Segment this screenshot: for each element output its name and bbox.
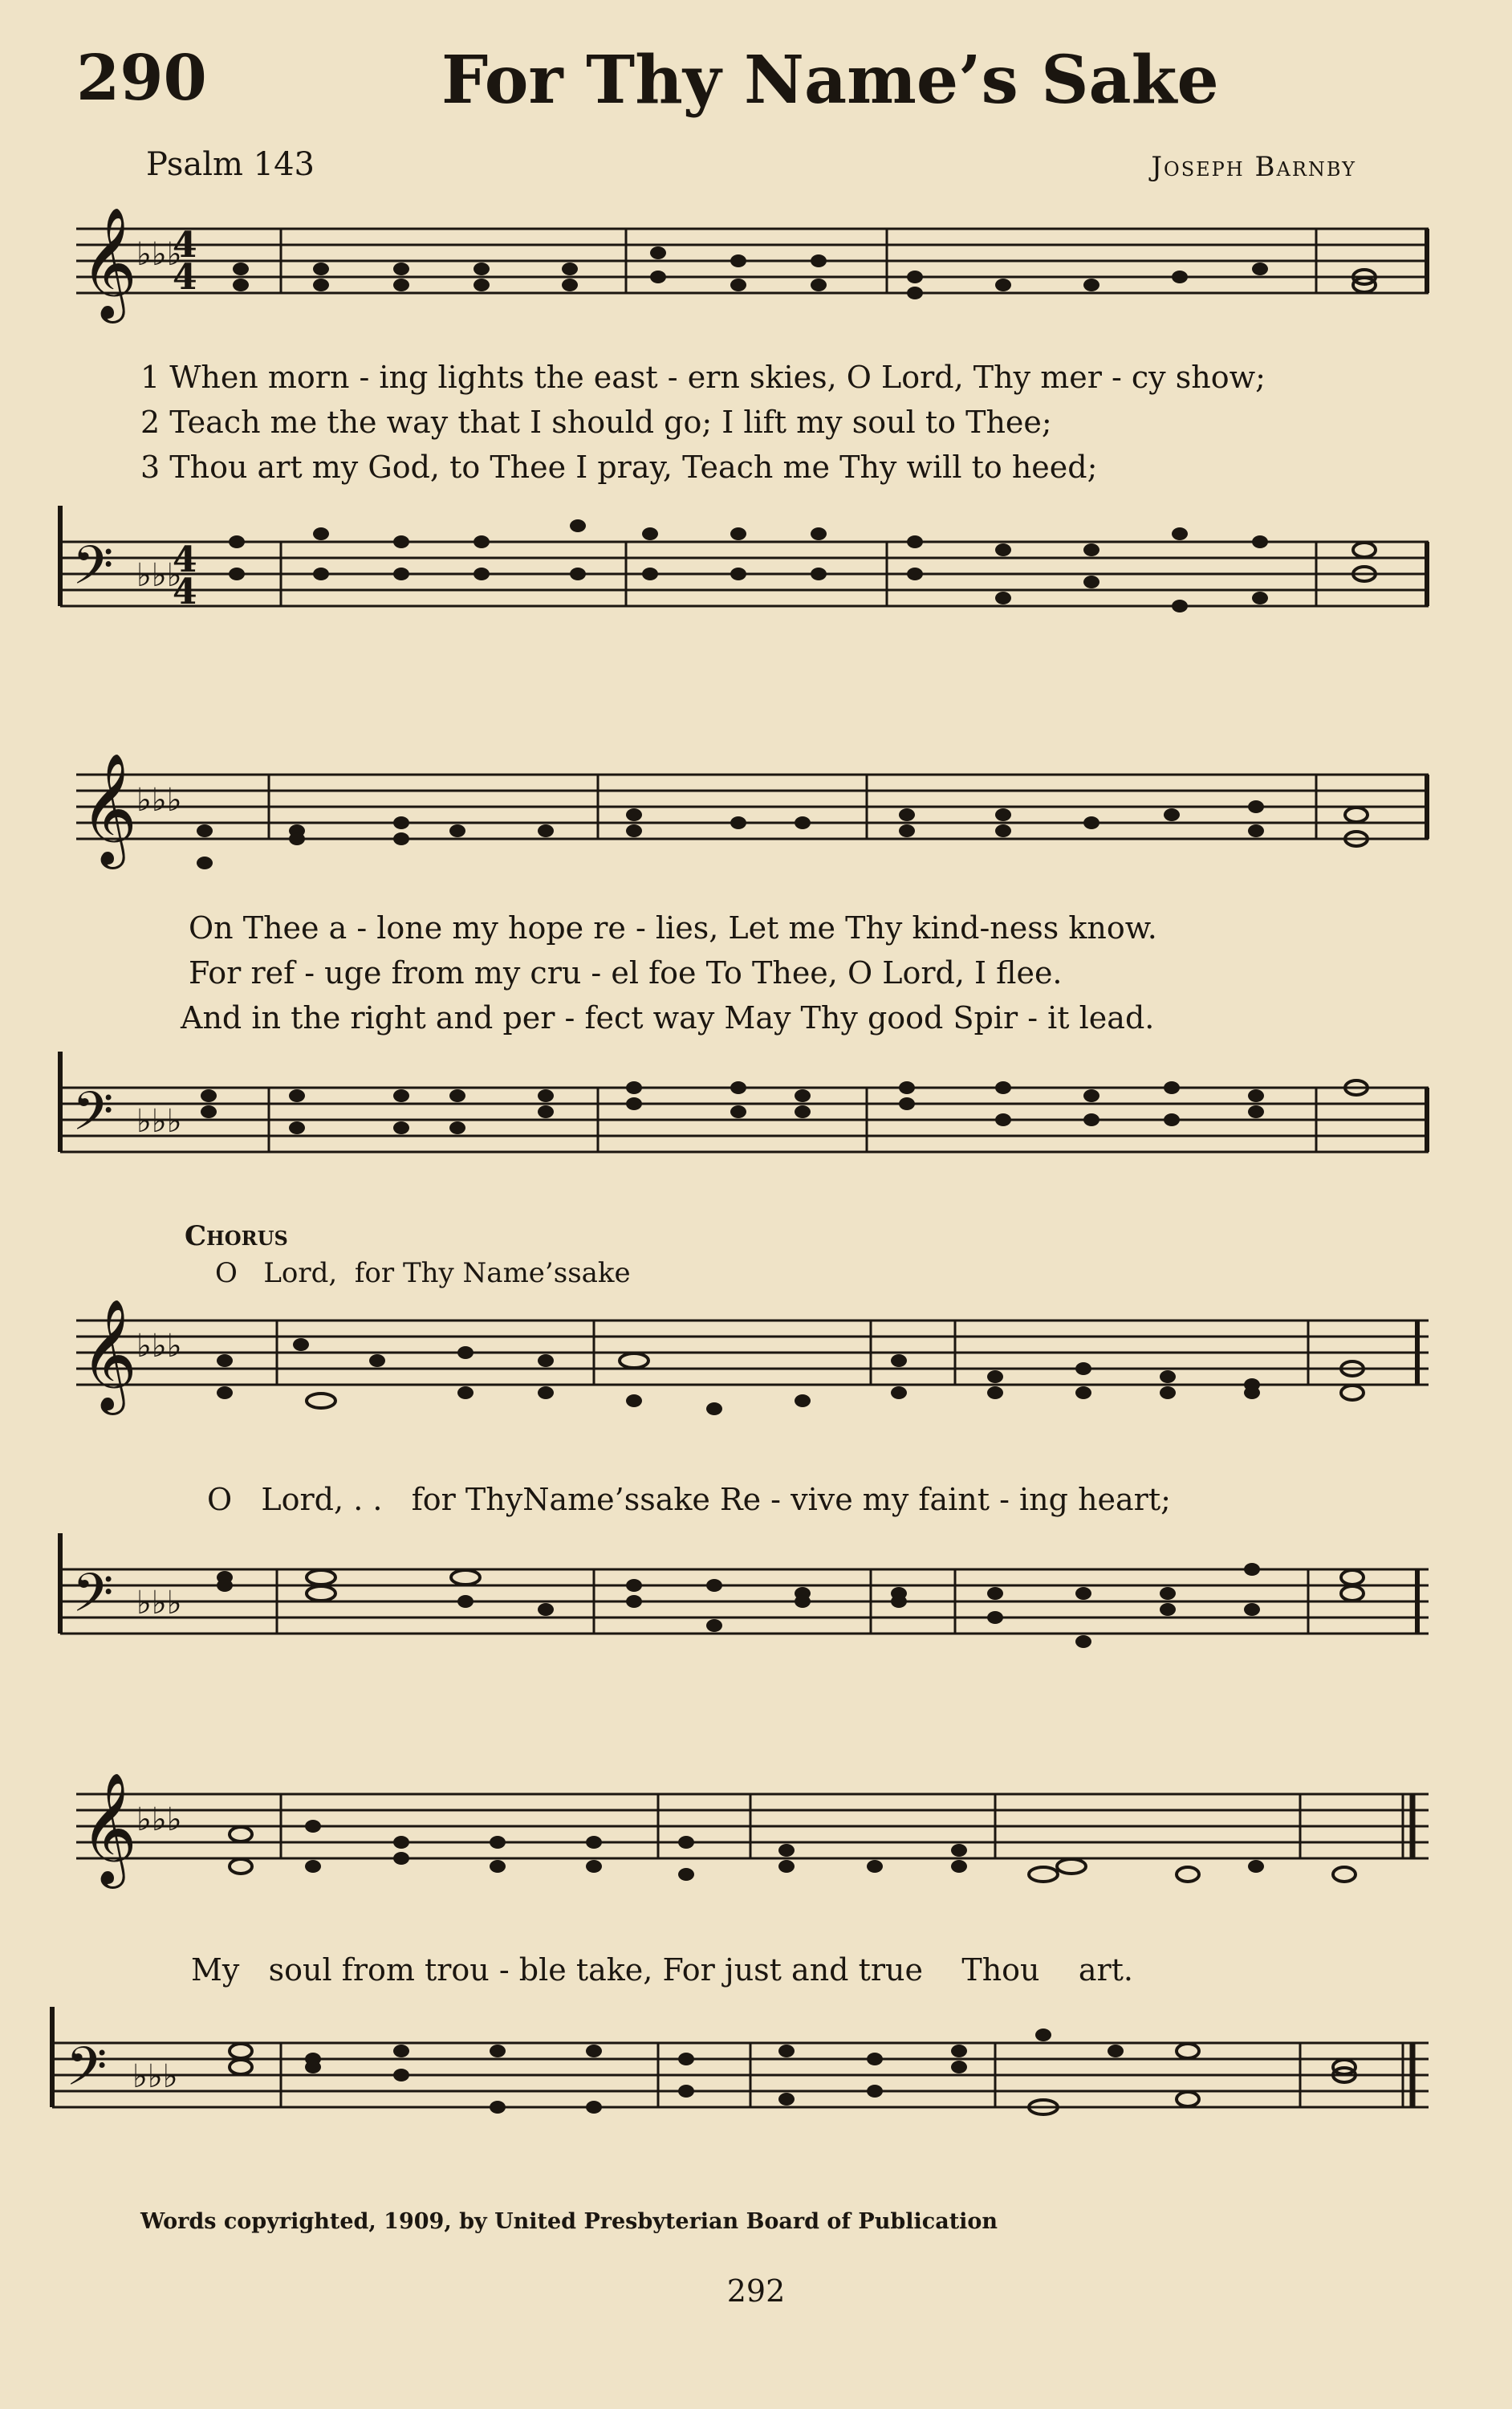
svg-text:𝄞: 𝄞 [80, 209, 137, 319]
system-4-treble-staff [0, 1774, 1512, 1911]
svg-text:♭♭♭: ♭♭♭ [136, 1328, 182, 1365]
svg-text:♭♭♭: ♭♭♭ [136, 1585, 182, 1622]
final-line: My soul from trou - ble take, For just and true Thou art. [191, 1952, 1134, 1988]
svg-text:4: 4 [173, 225, 197, 266]
system-4-bass-staff [0, 2007, 1512, 2167]
system-3-treble-staff [0, 1300, 1512, 1437]
chorus-label: Chorus [185, 1220, 288, 1252]
verse-1-line-1: 1 When morn - ing lights the east - ern skies, O Lord, Thy mer - cy show; [140, 360, 1266, 395]
system-1-bass-staff [0, 506, 1512, 666]
verse-3-line-2: And in the right and per - fect way May Thy good Spir - it lead. [181, 1000, 1155, 1036]
system-1-treble-staff [0, 209, 1512, 337]
verse-2-line-1: 2 Teach me the way that I should go; I lift my soul to Thee; [140, 405, 1052, 440]
chorus-upper-lyric: O Lord, for Thy Name’ssake [215, 1257, 631, 1289]
system-2-bass-staff [0, 1052, 1512, 1196]
svg-text:♭♭♭: ♭♭♭ [136, 1103, 182, 1140]
composer: Joseph Barnby [1151, 151, 1356, 183]
system-3-bass-staff [0, 1533, 1512, 1678]
svg-text:𝄞: 𝄞 [80, 1774, 137, 1884]
svg-text:𝄢: 𝄢 [72, 1562, 114, 1637]
system-2-treble-staff [0, 755, 1512, 883]
svg-text:4: 4 [173, 539, 197, 580]
svg-text:𝄢: 𝄢 [72, 1080, 114, 1155]
svg-text:♭♭♭: ♭♭♭ [136, 557, 182, 594]
page-number: 292 [726, 2273, 786, 2309]
svg-text:𝄞: 𝄞 [80, 1300, 137, 1410]
svg-text:4: 4 [173, 572, 197, 612]
hymn-title: For Thy Name’s Sake [441, 42, 1219, 119]
svg-text:♭♭♭: ♭♭♭ [136, 1801, 182, 1838]
svg-text:4: 4 [173, 257, 197, 298]
text-source: Psalm 143 [146, 146, 315, 183]
chorus-line-1: O Lord, . . for ThyName’ssake Re - vive my faint - ing heart; [207, 1482, 1171, 1517]
copyright-notice: Words copyrighted, 1909, by United Presbyterian Board of Publication [140, 2209, 998, 2234]
verse-3-line-1: 3 Thou art my God, to Thee I pray, Teach me Thy will to heed; [140, 450, 1098, 485]
verse-1-line-2: On Thee a - lone my hope re - lies, Let me Thy kind-ness know. [189, 910, 1157, 946]
svg-text:♭♭♭: ♭♭♭ [136, 782, 182, 819]
hymn-number: 290 [76, 42, 207, 115]
svg-text:♭♭♭: ♭♭♭ [136, 236, 182, 273]
svg-text:𝄢: 𝄢 [72, 535, 114, 609]
svg-text:𝄞: 𝄞 [80, 755, 137, 865]
verse-2-line-2: For ref - uge from my cru - el foe To Thee, O Lord, I flee. [189, 955, 1063, 991]
svg-text:𝄢: 𝄢 [66, 2036, 108, 2110]
svg-text:♭♭♭: ♭♭♭ [132, 2058, 178, 2095]
